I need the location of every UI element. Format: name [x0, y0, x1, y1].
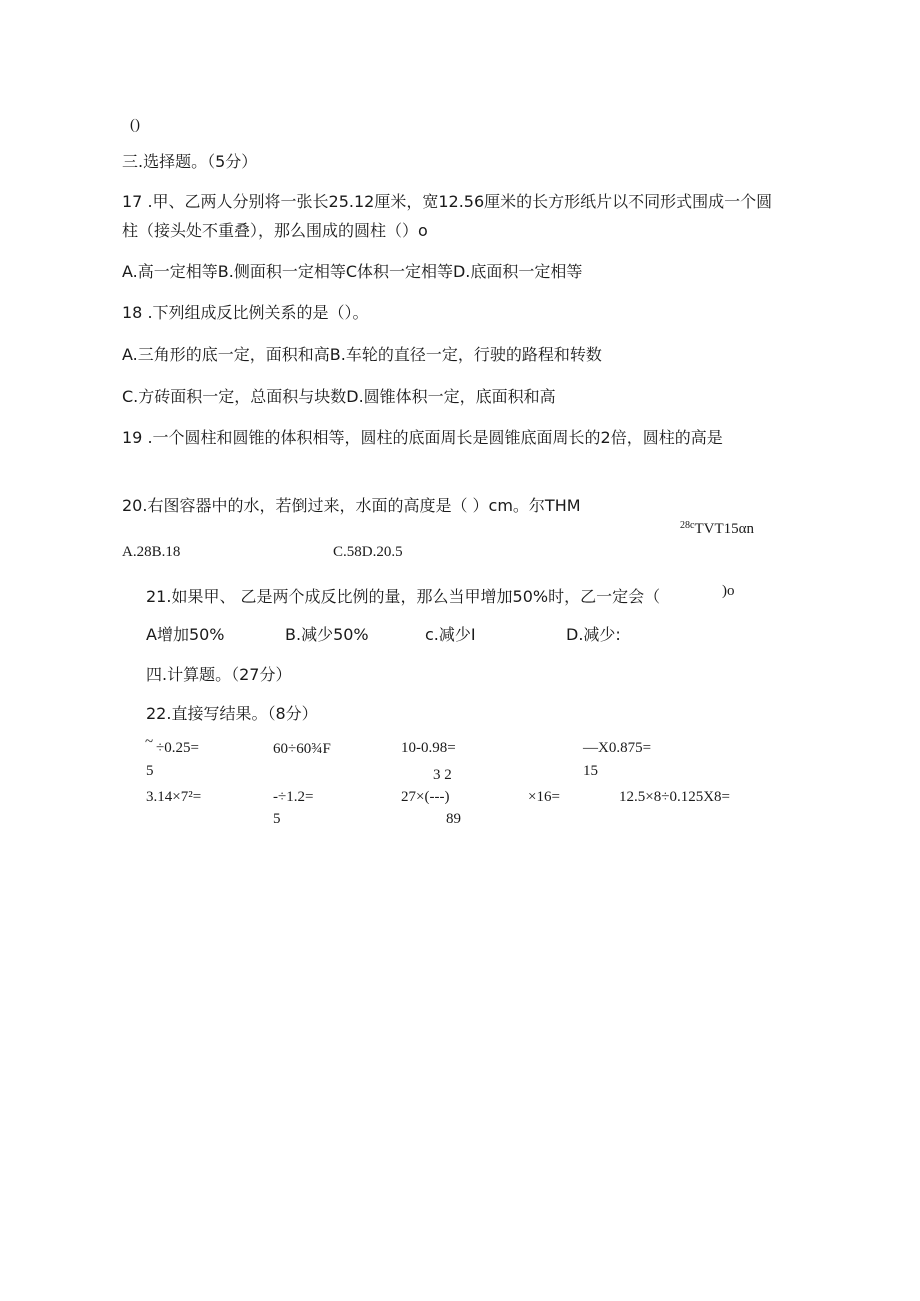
question-18-options-ab: A.三角形的底一定，面积和高B.车轮的直径一定，行驶的路程和转数 [122, 345, 602, 364]
question-20-figure-label [680, 520, 754, 537]
section-three-title: 三.选择题。（5分） [122, 152, 258, 171]
figure-label-superscript: 28c [680, 520, 695, 531]
question-21-option-c: c.减少I [425, 625, 476, 644]
calc-r2c3-sub: 89 [446, 811, 461, 827]
question-21-option-b: B.减少50% [285, 625, 369, 644]
calc-r1c1: ÷0.25= [156, 740, 199, 756]
question-21-stem: 21.如果甲、 乙是两个成反比例的量，那么当甲增加50%时，乙一定会（ [146, 587, 661, 606]
question-20-option-cd: C.58D.20.5 [333, 544, 403, 560]
calc-r2c2: -÷1.2= [273, 789, 314, 805]
top-answer-paren: () [130, 117, 140, 133]
question-22-title: 22.直接写结果。（8分） [146, 704, 318, 723]
calc-r2c3: 27×(---) [401, 789, 450, 805]
question-21-option-a: A增加50% [146, 625, 225, 644]
calc-r2c1: 3.14×7²= [146, 789, 202, 805]
question-20-option-ab: A.28B.18 [122, 544, 181, 560]
calc-r1c2: 60÷60¾F [273, 741, 331, 757]
figure-label-text: TVT15αn [694, 521, 754, 537]
question-17-line1: 17 .甲、乙两人分别将一张长25.12厘米，宽12.56厘米的长方形纸片以不同形式围成一个圆 [122, 192, 773, 211]
question-20-stem: 20.右图容器中的水，若倒过来，水面的高度是（ ）cm。尔THM [122, 496, 581, 515]
section-four-title: 四.计算题。（27分） [146, 665, 292, 684]
question-18-stem: 18 .下列组成反比例关系的是（）。 [122, 303, 369, 322]
calc-r1c1-denominator: 5 [146, 763, 154, 779]
calc-r2c2-denominator: 5 [273, 811, 281, 827]
calc-r1c3: 10-0.98= [401, 740, 456, 756]
calc-r1c4-denominator: 15 [583, 763, 598, 779]
question-21-stem-end: )o [722, 583, 735, 599]
question-17-options: A.高一定相等B.侧面积一定相等C体积一定相等D.底面积一定相等 [122, 262, 583, 281]
question-17-line2: 柱（接头处不重叠），那么围成的圆柱（）o [122, 221, 428, 240]
calc-r1c3-sub: 3 2 [433, 767, 452, 783]
question-21-option-d: D.减少: [566, 625, 621, 644]
calc-r2c4: ×16= [528, 789, 560, 805]
calc-r2c5: 12.5×8÷0.125X8= [619, 789, 730, 805]
calc-r1c1-tilde: ~ [145, 734, 154, 750]
question-18-options-cd: C.方砖面积一定，总面积与块数D.圆锥体积一定，底面积和高 [122, 387, 556, 406]
question-19-stem: 19 .一个圆柱和圆锥的体积相等，圆柱的底面周长是圆锥底面周长的2倍，圆柱的高是 [122, 428, 723, 447]
calc-r1c4: —X0.875= [583, 740, 652, 756]
